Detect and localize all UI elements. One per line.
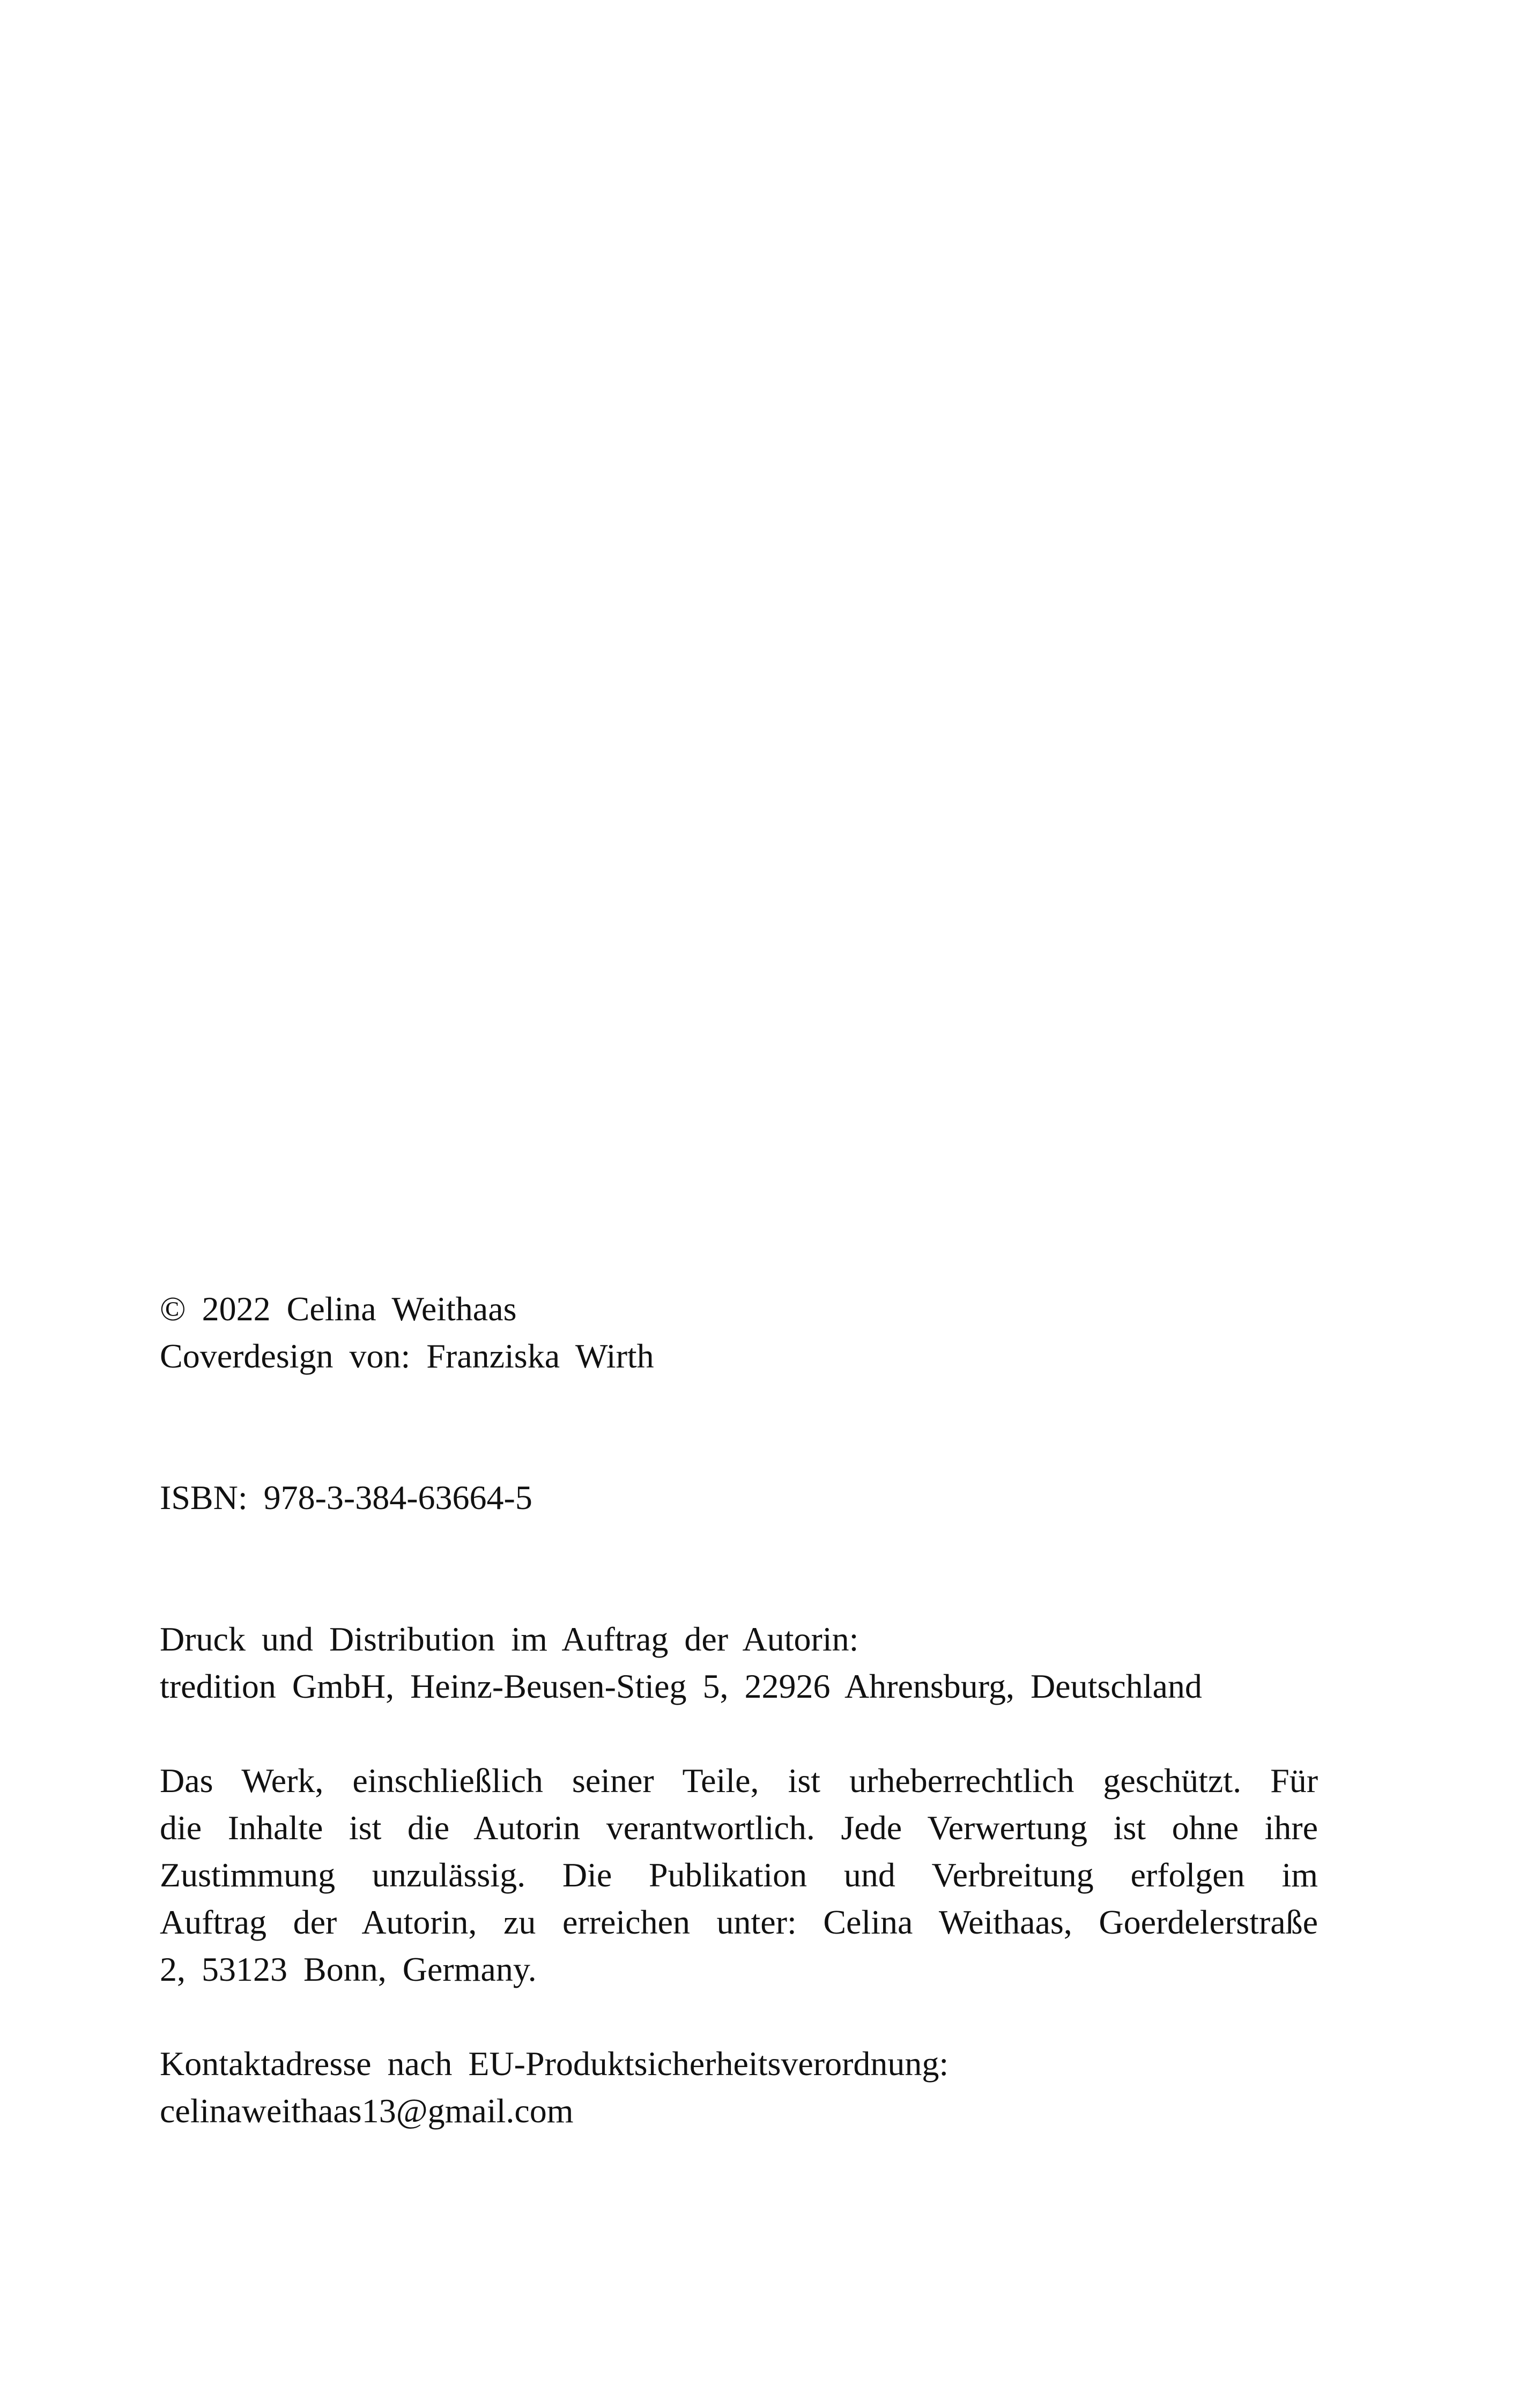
cover-design-line: Coverdesign von: Franziska Wirth bbox=[160, 1337, 654, 1375]
rights-line: Zustimmung unzulässig. Die Publikation und Verbreitung erfolgen im bbox=[160, 1856, 1318, 1894]
rights-line: 2, 53123 Bonn, Germany. bbox=[160, 1950, 537, 1988]
imprint-block bbox=[160, 1285, 1318, 2135]
rights-line: Auftrag der Autorin, zu erreichen unter: Celina Weithaas, Goerdelerstraße bbox=[160, 1903, 1318, 1941]
publisher-address-line: tredition GmbH, Heinz-Beusen-Stieg 5, 22926 Ahrensburg, Deutschland bbox=[160, 1667, 1202, 1705]
credits-block bbox=[160, 1285, 1318, 1380]
rights-notice bbox=[160, 1757, 1318, 1993]
copyright-line: © 2022 Celina Weithaas bbox=[160, 1290, 517, 1328]
rights-line: die Inhalte ist die Autorin verantwortlich. Jede Verwertung ist ohne ihre bbox=[160, 1809, 1318, 1847]
contact-email: celinaweithaas13@gmail.com bbox=[160, 2092, 574, 2130]
isbn-line: ISBN: 978-3-384-63664-5 bbox=[160, 1478, 532, 1517]
print-distribution-line: Druck und Distribution im Auftrag der Autorin: bbox=[160, 1620, 859, 1658]
isbn-block bbox=[160, 1474, 1318, 1521]
contact-label: Kontaktadresse nach EU-Produktsicherheitsverordnung: bbox=[160, 2045, 949, 2083]
contact-block bbox=[160, 2040, 1318, 2135]
rights-line: Das Werk, einschließlich seiner Teile, ist urheberrechtlich geschützt. Für bbox=[160, 1762, 1318, 1800]
print-distribution-block bbox=[160, 1616, 1318, 1710]
